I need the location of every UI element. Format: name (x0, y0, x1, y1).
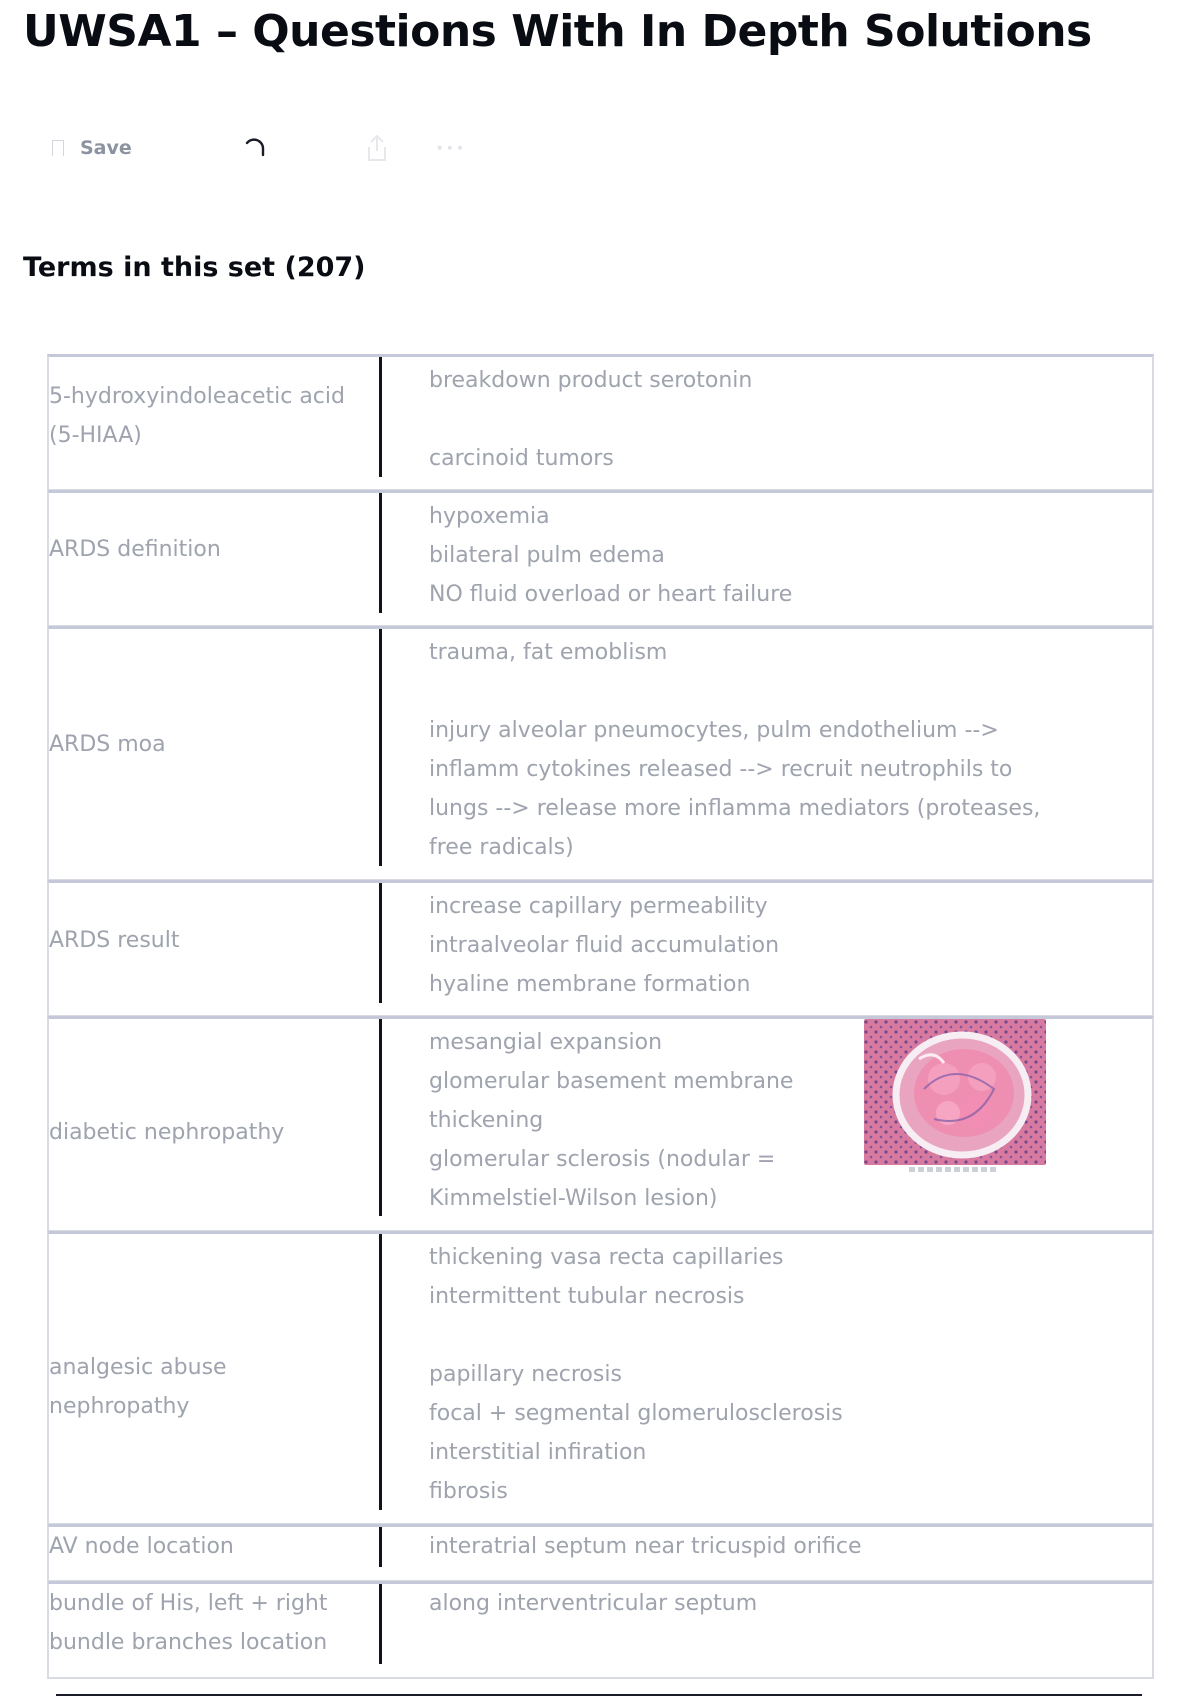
definition-line (429, 1316, 1049, 1355)
definition-line: carcinoid tumors (429, 446, 614, 471)
definition-line: along interventricular septum (429, 1591, 758, 1616)
definition-line: inflamm cytokines released --> recruit neutrophils to (429, 757, 1013, 782)
definition-line: fibrosis (429, 1479, 508, 1504)
row-divider (379, 1019, 382, 1216)
definition-line: thickening (429, 1108, 544, 1133)
term-row[interactable] (47, 1524, 1154, 1582)
definition-line: intermittent tubular necrosis (429, 1284, 745, 1309)
save-button[interactable] (52, 128, 132, 168)
term-word: ARDS result (49, 928, 180, 953)
definition-line: interstitial infiration (429, 1440, 647, 1465)
definition-line: free radicals) (429, 835, 574, 860)
definition-line: breakdown product serotonin (429, 368, 753, 393)
definition-line: Kimmelstiel-Wilson lesion) (429, 1186, 718, 1211)
definition-line: NO fluid overload or heart failure (429, 582, 793, 607)
set-toolbar (52, 128, 502, 168)
term-definition (429, 1584, 1049, 1623)
save-label: Save (80, 137, 132, 159)
term-definition (429, 633, 1049, 867)
image-caption (909, 1167, 999, 1172)
definition-line: glomerular basement membrane (429, 1069, 794, 1094)
term-word: bundle of His, left + right bundle branches location (49, 1591, 328, 1655)
term-definition (429, 887, 1049, 1004)
share-icon (364, 133, 390, 163)
term-definition (429, 1527, 1049, 1566)
more-button[interactable]: ··· (436, 137, 467, 159)
term-definition (429, 1238, 1049, 1511)
definition-line: interatrial septum near tricuspid orifice (429, 1534, 862, 1559)
definition-line: hyaline membrane formation (429, 972, 751, 997)
term-word: analgesic abuse nephropathy (49, 1355, 227, 1419)
definition-line: hypoxemia (429, 504, 550, 529)
spinner-icon (242, 128, 268, 168)
row-divider (379, 883, 382, 1003)
definition-line: glomerular sclerosis (nodular = (429, 1147, 776, 1172)
term-row[interactable] (47, 1581, 1154, 1679)
term-row[interactable] (47, 1231, 1154, 1525)
share-button[interactable] (364, 128, 390, 168)
definition-line: mesangial expansion (429, 1030, 663, 1055)
definition-line: thickening vasa recta capillaries (429, 1245, 784, 1270)
definition-line: intraalveolar fluid accumulation (429, 933, 780, 958)
term-definition (429, 361, 1049, 478)
row-divider (379, 1234, 382, 1510)
term-row[interactable] (47, 354, 1154, 491)
definition-line: lungs --> release more inflamma mediators (proteases, (429, 796, 1041, 821)
definition-line: injury alveolar pneumocytes, pulm endothelium --> (429, 718, 999, 743)
definition-line (429, 672, 1049, 711)
term-definition (429, 497, 1049, 614)
term-word: ARDS moa (49, 732, 166, 757)
terms-heading: Terms in this set (207) (23, 252, 366, 283)
page-title: UWSA1 – Questions With In Depth Solutions (23, 6, 1092, 57)
row-divider (379, 493, 382, 613)
row-divider (379, 357, 382, 477)
term-word: AV node location (49, 1534, 234, 1559)
definition-line: increase capillary permeability (429, 894, 768, 919)
term-word: ARDS definition (49, 537, 221, 562)
row-divider (379, 629, 382, 866)
row-divider (379, 1584, 382, 1664)
term-word: 5-hydroxyindoleacetic acid (5-HIAA) (49, 384, 345, 448)
term-row[interactable] (47, 626, 1154, 881)
bookmark-icon (52, 140, 64, 156)
term-row[interactable] (47, 880, 1154, 1017)
definition-line: papillary necrosis (429, 1362, 622, 1387)
definition-line: bilateral pulm edema (429, 543, 665, 568)
term-word: diabetic nephropathy (49, 1120, 285, 1145)
terms-list (47, 354, 1154, 1679)
term-row[interactable] (47, 1016, 1154, 1232)
bottom-rule (56, 1694, 1142, 1696)
histology-glomerulus-image[interactable] (864, 1019, 1046, 1165)
definition-line (429, 400, 1049, 439)
term-row[interactable] (47, 490, 1154, 627)
definition-line: focal + segmental glomerulosclerosis (429, 1401, 843, 1426)
definition-line: trauma, fat emoblism (429, 640, 668, 665)
row-divider (379, 1527, 382, 1567)
